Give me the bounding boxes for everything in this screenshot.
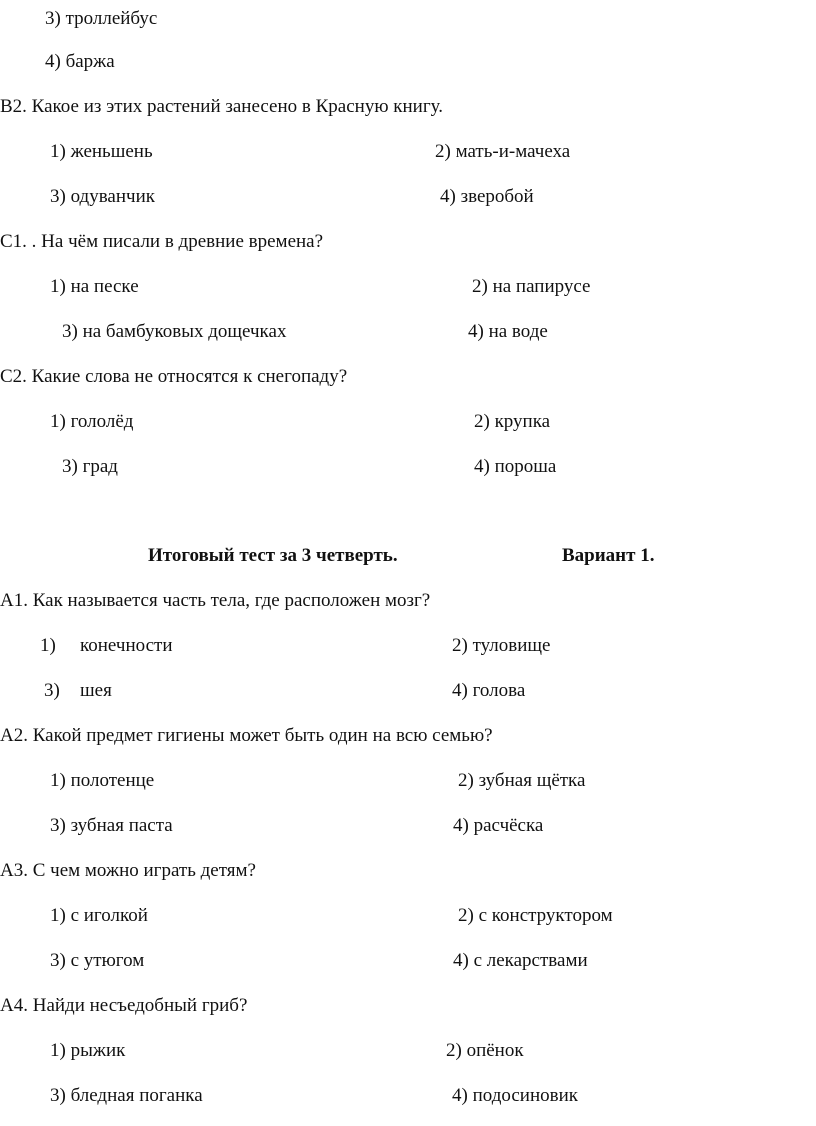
a1-option-3-number: 3): [44, 680, 60, 701]
b2-option-2: 2) мать-и-мачеха: [435, 141, 571, 162]
variant-label: Вариант 1.: [562, 545, 655, 566]
question-a3: А3. С чем можно играть детям?: [0, 860, 256, 881]
a2-option-3: 3) зубная паста: [50, 815, 173, 836]
question-a4: А4. Найди несъедобный гриб?: [0, 995, 248, 1016]
a1-option-3-text: шея: [80, 680, 112, 701]
c1-option-4: 4) на воде: [468, 321, 548, 342]
a3-option-3: 3) с утюгом: [50, 950, 145, 971]
a2-option-2: 2) зубная щётка: [458, 770, 586, 791]
a1-option-4: 4) голова: [452, 680, 526, 701]
question-b2: В2. Какое из этих растений занесено в Красную книгу.: [0, 96, 443, 117]
c2-option-1: 1) гололёд: [50, 411, 134, 432]
c1-option-1: 1) на песке: [50, 276, 139, 297]
c1-option-3: 3) на бамбуковых дощечках: [62, 321, 287, 342]
option-barge: 4) баржа: [45, 51, 115, 72]
a4-option-1: 1) рыжик: [50, 1040, 126, 1061]
c2-option-4: 4) пороша: [474, 456, 557, 477]
b2-option-4: 4) зверобой: [440, 186, 534, 207]
a1-option-2: 2) туловище: [452, 635, 551, 656]
a4-option-3: 3) бледная поганка: [50, 1085, 203, 1106]
question-a2: А2. Какой предмет гигиены может быть один на всю семью?: [0, 725, 493, 746]
a4-option-4: 4) подосиновик: [452, 1085, 578, 1106]
test-title: Итоговый тест за 3 четверть.: [148, 545, 398, 566]
c2-option-3: 3) град: [62, 456, 118, 477]
a3-option-1: 1) с иголкой: [50, 905, 148, 926]
a3-option-4: 4) с лекарствами: [453, 950, 588, 971]
question-c2: С2. Какие слова не относятся к снегопаду?: [0, 366, 348, 387]
c2-option-2: 2) крупка: [474, 411, 551, 432]
c1-option-2: 2) на папирусе: [472, 276, 591, 297]
option-trolleybus: 3) троллейбус: [45, 8, 158, 29]
b2-option-1: 1) женьшень: [50, 141, 153, 162]
a2-option-1: 1) полотенце: [50, 770, 155, 791]
a3-option-2: 2) с конструктором: [458, 905, 613, 926]
question-c1: С1. . На чём писали в древние времена?: [0, 231, 324, 252]
a2-option-4: 4) расчёска: [453, 815, 544, 836]
question-a1: А1. Как называется часть тела, где расположен мозг?: [0, 590, 431, 611]
a1-option-1-number: 1): [40, 635, 56, 656]
a1-option-1-text: конечности: [80, 635, 173, 656]
a4-option-2: 2) опёнок: [446, 1040, 524, 1061]
b2-option-3: 3) одуванчик: [50, 186, 155, 207]
